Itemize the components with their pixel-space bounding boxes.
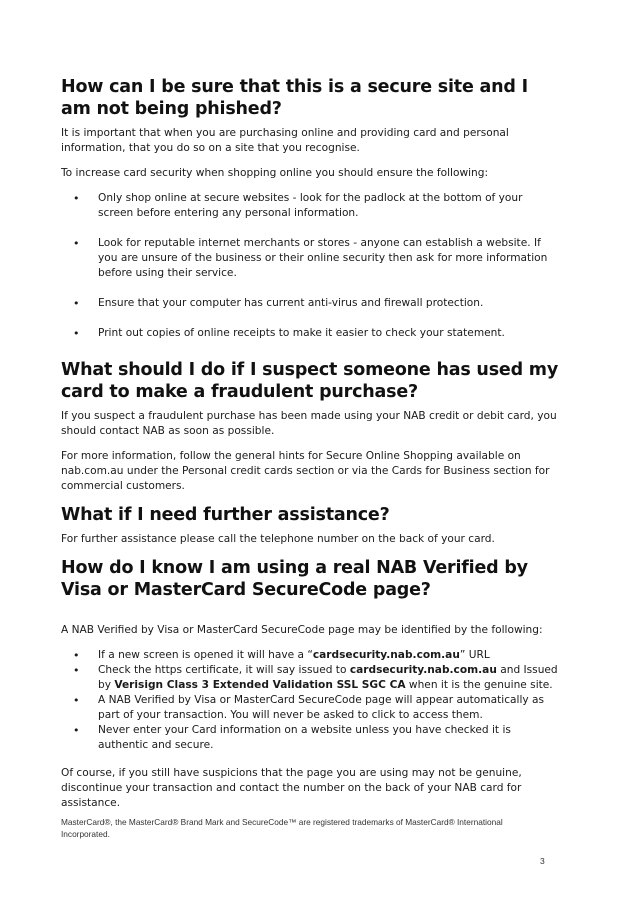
bullet-icon: • (73, 192, 80, 205)
issuer-text: Verisign Class 3 Extended Validation SSL SGC CA (114, 679, 406, 691)
bullet-icon: • (73, 649, 80, 662)
bullet-icon: • (73, 327, 80, 340)
bullet-icon: • (73, 664, 80, 677)
section-fraudulent-purchase (61, 359, 561, 494)
bullet-icon: • (73, 694, 80, 707)
paragraph: To increase card security when shopping online you should ensure the following: (61, 167, 489, 179)
heading-verified-by-visa: How do I know I am using a real NAB Verified by Visa or MasterCard SecureCode page? (61, 558, 528, 600)
paragraph: For further assistance please call the telephone number on the back of your card. (61, 533, 495, 545)
url-text: cardsecurity.nab.com.au (312, 649, 460, 661)
list-item: • A NAB Verified by Visa or MasterCard SecureCode page will appear automatically as part of your transaction. You will never be asked to click to access them. (73, 694, 545, 721)
bullet-icon: • (73, 237, 80, 250)
paragraph: Of course, if you still have suspicions that the page you are using may not be genuine, discontinue your transaction and contact the number on the back of your NAB card for assistance. (61, 767, 522, 809)
bullet-list (61, 191, 561, 341)
list-item: • If a new screen is opened it will have a “cardsecurity.nab.com.au” URL (73, 649, 490, 662)
list-item: • Print out copies of online receipts to make it easier to check your statement. (73, 327, 505, 340)
list-item: • Look for reputable internet merchants or stores - anyone can establish a website. If you are unsure of the business or their online security then ask for more information before using their service. (73, 237, 548, 279)
paragraph: A NAB Verified by Visa or MasterCard SecureCode page may be identified by the following: (61, 624, 543, 636)
page-number: 3 (540, 856, 545, 866)
bullet-icon: • (73, 724, 80, 737)
paragraph: For more information, follow the general hints for Secure Online Shopping available on nab.com.au under the Personal credit cards section or via the Cards for Business section for commercial customers. (61, 450, 550, 492)
document-content (61, 76, 561, 821)
bullet-icon: • (73, 297, 80, 310)
section-verified-by-visa (61, 557, 561, 811)
list-item: • Never enter your Card information on a website unless you have checked it is authentic and secure. (73, 724, 511, 751)
heading-further-assistance: What if I need further assistance? (61, 505, 390, 525)
paragraph: If you suspect a fraudulent purchase has been made using your NAB credit or debit card, you should contact NAB as soon as possible. (61, 410, 557, 437)
footer-trademark-note: MasterCard®, the MasterCard® Brand Mark and SecureCode™ are registered trademarks of MasterCard® International Incorporated. (61, 817, 503, 839)
list-item: • Ensure that your computer has current anti-virus and firewall protection. (73, 297, 484, 310)
url-text: cardsecurity.nab.com.au (349, 664, 497, 676)
section-further-assistance (61, 504, 561, 547)
paragraph: It is important that when you are purchasing online and providing card and personal information, that you do so on a site that you recognise. (61, 127, 509, 154)
section-secure-site (61, 76, 561, 341)
list-item: • Check the https certificate, it will say issued to cardsecurity.nab.com.au and Issued by Verisign Class 3 Extended Validation SSL SGC CA when it is the genuine site. (73, 664, 558, 691)
list-item: • Only shop online at secure websites - look for the padlock at the bottom of your screen before entering any personal information. (73, 192, 523, 219)
bullet-list (61, 648, 561, 753)
heading-secure-site: How can I be sure that this is a secure site and I am not being phished? (61, 77, 528, 119)
heading-fraudulent-purchase: What should I do if I suspect someone has used my card to make a fraudulent purchase? (61, 360, 559, 402)
